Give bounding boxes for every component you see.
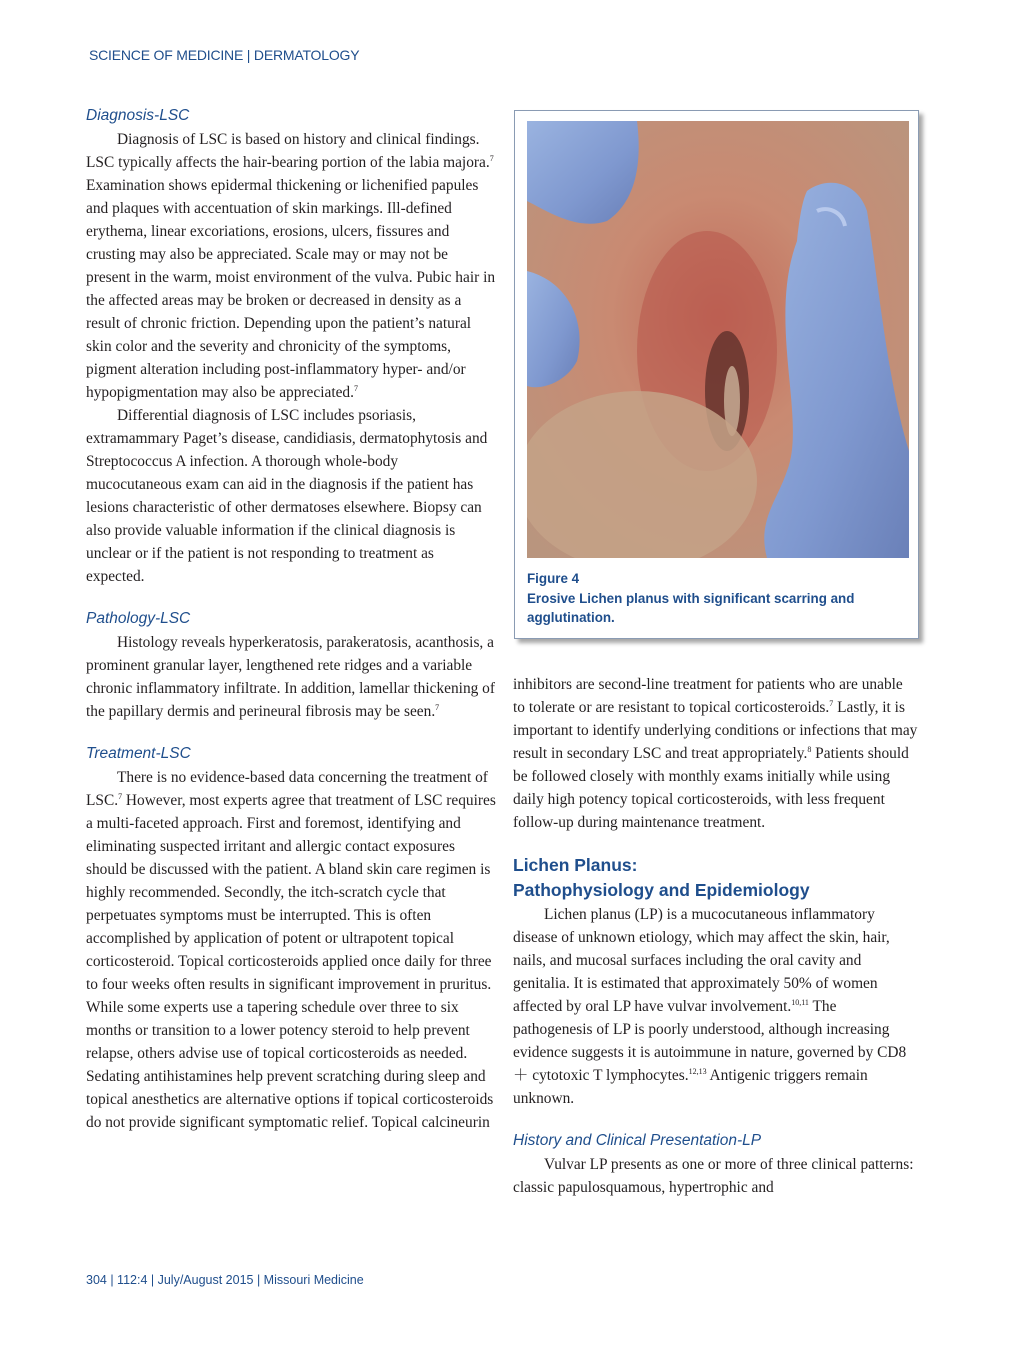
lichen-planus-heading-line-1: Lichen Planus: [513, 855, 638, 875]
citation: 8 [807, 744, 812, 754]
diagnosis-lsc-heading: Diagnosis-LSC [86, 107, 190, 124]
diagnosis-lsc-paragraph-2: Differential diagnosis of LSC includes psoriasis, extramammary Paget’s disease, candidiasis, dermatophytosis and Streptococcus A infection. A thorough whole-body mucocutaneous exam can aid in the diagnosis if the patient has lesions characteristic of other dermatoses elsewhere. Biopsy can also provide valuable information if the clinical diagnosis is unclear or if the patient is not responding to treatment as expected. [86, 407, 488, 585]
citation: 7 [829, 698, 834, 708]
pathology-lsc-paragraph: Histology reveals hyperkeratosis, parakeratosis, acanthosis, a prominent granular layer, lengthened rete ridges and a variable chronic inflammatory infiltrate. In addition, lamellar thickening of the papillary dermis and perineural fibrosis may be seen.$^7$ [86, 634, 496, 720]
treatment-continued-paragraph: inhibitors are second-line treatment for patients who are unable to tolerate or are resistant to topical corticosteroids.$^7$ Lastly, it is important to identify underlying conditions or infections that may result in secondary LSC and treat appropriately.$^8$ Patients should be followed closely with monthly exams initially while using daily high potency topical corticosteroids, with less frequent follow-up during maintenance treatment. [513, 676, 918, 831]
treatment-lsc-heading: Treatment-LSC [86, 745, 191, 762]
figure-caption [527, 569, 907, 628]
figure-4 [514, 110, 919, 639]
clinical-photo [527, 121, 909, 558]
treatment-lsc-paragraph: There is no evidence-based data concerning the treatment of LSC.$^7$ However, most experts agree that treatment of LSC requires a multi-faceted approach. First and foremost, identifying and eliminating suspected irritant and allergic contact exposures should be discussed with the patient. A bland skin care regimen is highly recommended. Secondly, the itch-scratch cycle that perpetuates symptoms must be interrupted. This is often accomplished by application of potent or ultrapotent topical corticosteroid. Topical corticosteroids applied once daily for three to four weeks often results in significant improvement in pruritus. While some experts use a tapering schedule over three to six months or transition to a lower potency steroid to help prevent relapse, others advise use of topical corticosteroids as needed. Sedating antihistamines help prevent scratching during sleep and topical anesthetics are alternative options if topical corticosteroids do not provide significant symptomatic relief. Topical calcineurin [86, 769, 496, 1131]
lichen-planus-heading-line-2: Pathophysiology and Epidemiology [513, 880, 810, 900]
pathology-lsc-heading: Pathology-LSC [86, 610, 191, 627]
running-header: SCIENCE OF MEDICINE | DERMATOLOGY [89, 47, 360, 63]
left-column [86, 104, 496, 1134]
history-lp-paragraph: Vulvar LP presents as one or more of three clinical patterns: classic papulosquamous, hypertrophic and [513, 1156, 914, 1196]
clinical-photo-illustration [527, 121, 909, 558]
citation: 7 [435, 702, 440, 712]
diagnosis-lsc-paragraph-1: Diagnosis of LSC is based on history and clinical findings. LSC typically affects the hair-bearing portion of the labia majora.$^7$ Examination shows epidermal thickening or lichenified papules and plaques with accentuation of skin markings. Ill-defined erythema, linear excoriations, erosions, ulcers, fissures and crusting may also be appreciated. Scale may or may not be present in the warm, moist environment of the vulva. Pubic hair in the affected areas may be broken or decreased in density as a result of chronic friction. Depending upon the patient’s natural skin color and the severity and chronicity of the symptoms, pigment alteration including post-inflammatory hyper- and/or hypopigmentation may also be appreciated.$^7$ [86, 131, 496, 401]
figure-caption-text: Erosive Lichen planus with significant scarring and agglutination. [527, 590, 855, 625]
page-footer: 304 | 112:4 | July/August 2015 | Missouri Medicine [86, 1273, 364, 1287]
citation: 12,13 [688, 1066, 707, 1076]
citation: 7 [489, 153, 494, 163]
lichen-planus-paragraph: Lichen planus (LP) is a mucocutaneous inflammatory disease of unknown etiology, which may affect the skin, hair, nails, and mucosal surfaces including the oral cavity and genitalia. It is estimated that approximately 50% of women affected by oral LP have vulvar involvement.$^{10,11}$ The pathogenesis of LP is poorly understood, although increasing evidence suggests it is autoimmune in nature, governed by CD8＋ cytotoxic T lymphocytes.$^{12,13}$ Antigenic triggers remain unknown. [513, 906, 907, 1107]
figure-number: Figure 4 [527, 571, 580, 586]
citation: 7 [118, 791, 123, 801]
citation: 7 [353, 383, 358, 393]
citation: 10,11 [791, 997, 809, 1007]
right-column [513, 673, 918, 1199]
history-lp-heading: History and Clinical Presentation-LP [513, 1132, 762, 1149]
